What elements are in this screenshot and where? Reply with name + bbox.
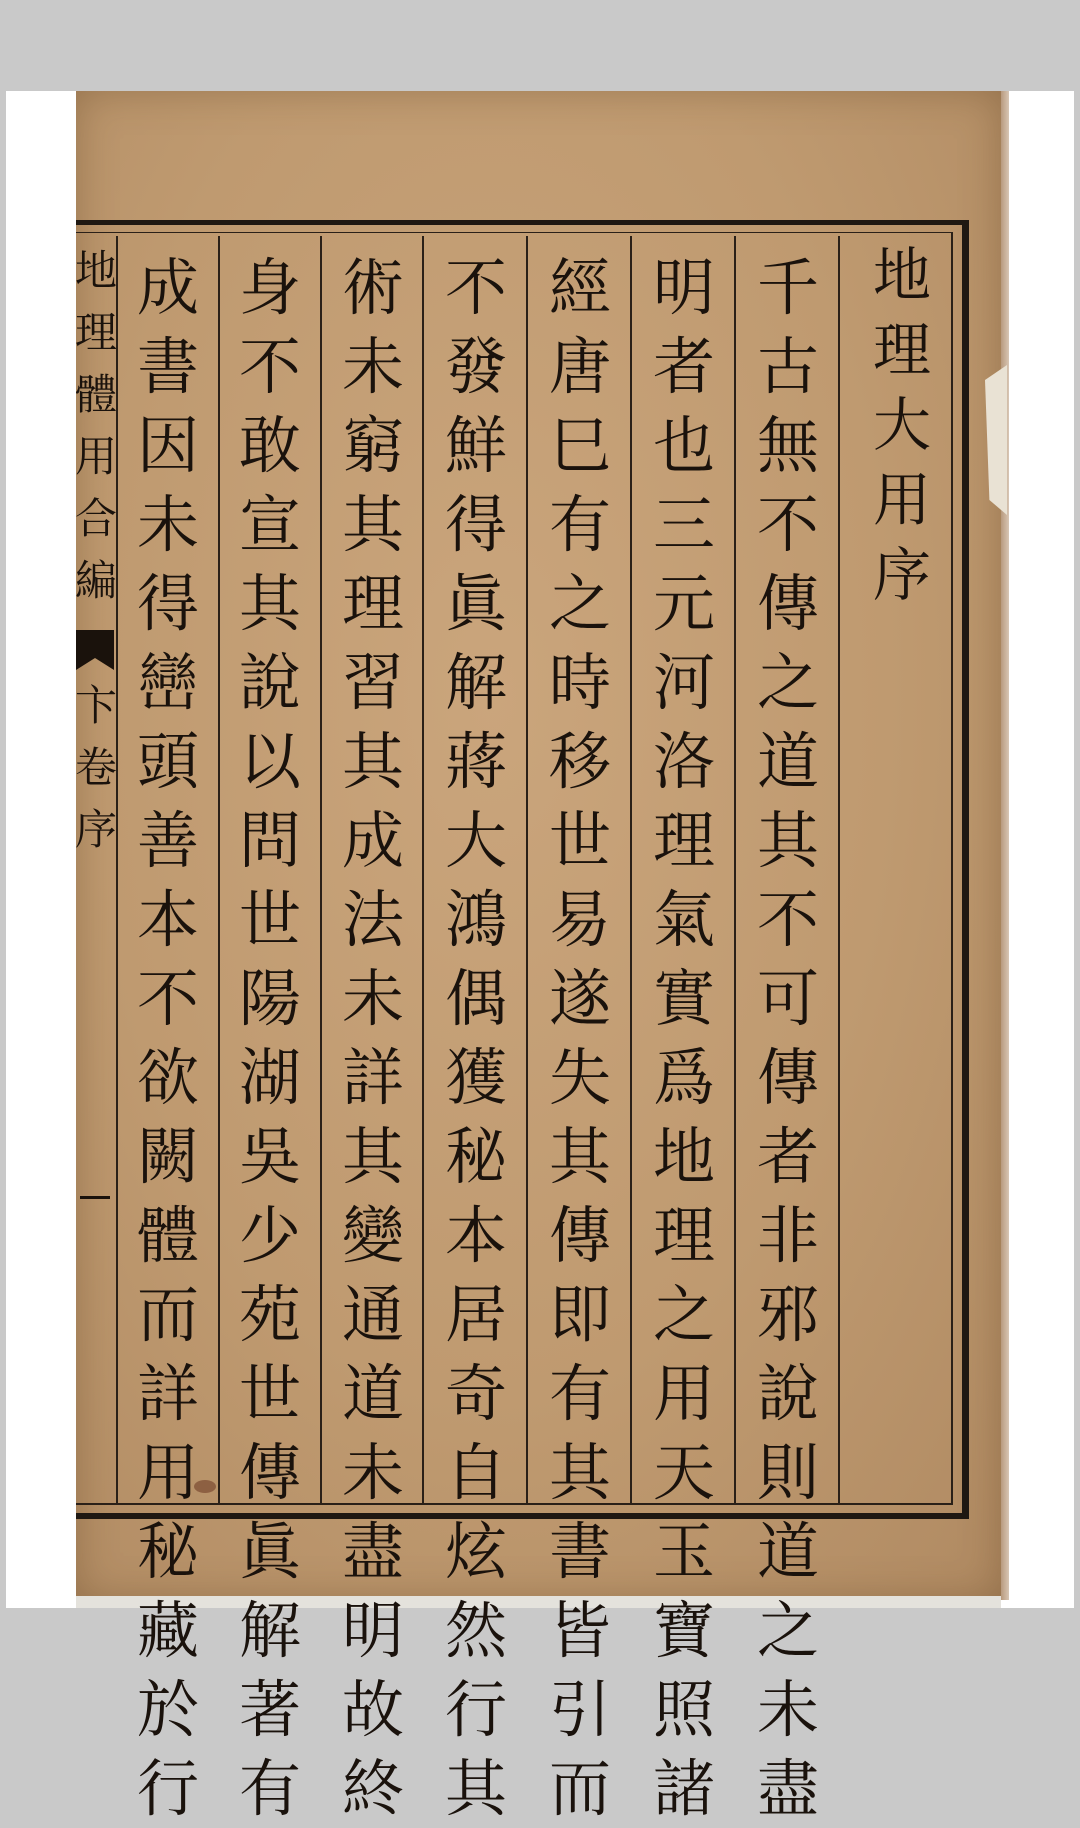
column-divider <box>630 236 632 1504</box>
text-column-1: 千古無不傳之道其不可傳者非邪說則道之未盡 <box>756 251 819 1825</box>
text-column-3: 經唐巳有之時移世易遂失其傳即有其書皆引而 <box>548 251 611 1825</box>
column-divider <box>526 236 528 1504</box>
column-divider <box>838 236 840 1504</box>
page-bottom-strip <box>76 1596 1001 1608</box>
text-column-7: 成書因未得巒頭善本不欲闕體而詳用秘藏於行 <box>136 251 199 1825</box>
column-divider <box>320 236 322 1504</box>
margin-book-title: 地理體用合編 <box>74 246 117 605</box>
column-divider <box>218 236 220 1504</box>
text-column-4: 不發鮮得眞解蔣大鴻偶獲秘本居奇自炫然行其 <box>444 251 507 1825</box>
preface-title: 地理大用序 <box>872 241 931 609</box>
page-edge <box>1001 91 1009 1600</box>
column-divider <box>422 236 424 1504</box>
margin-page-number <box>80 1196 110 1199</box>
column-divider <box>734 236 736 1504</box>
text-column-2: 明者也三元河洛理氣實爲地理之用天玉寶照諸 <box>652 251 715 1825</box>
margin-section-label: 卞卷序 <box>74 681 117 854</box>
text-column-6: 身不敢宣其說以問世陽湖吳少苑世傳眞解著有 <box>238 251 301 1825</box>
text-column-5: 術未窮其理習其成法未詳其變通道未盡明故終 <box>341 251 404 1825</box>
